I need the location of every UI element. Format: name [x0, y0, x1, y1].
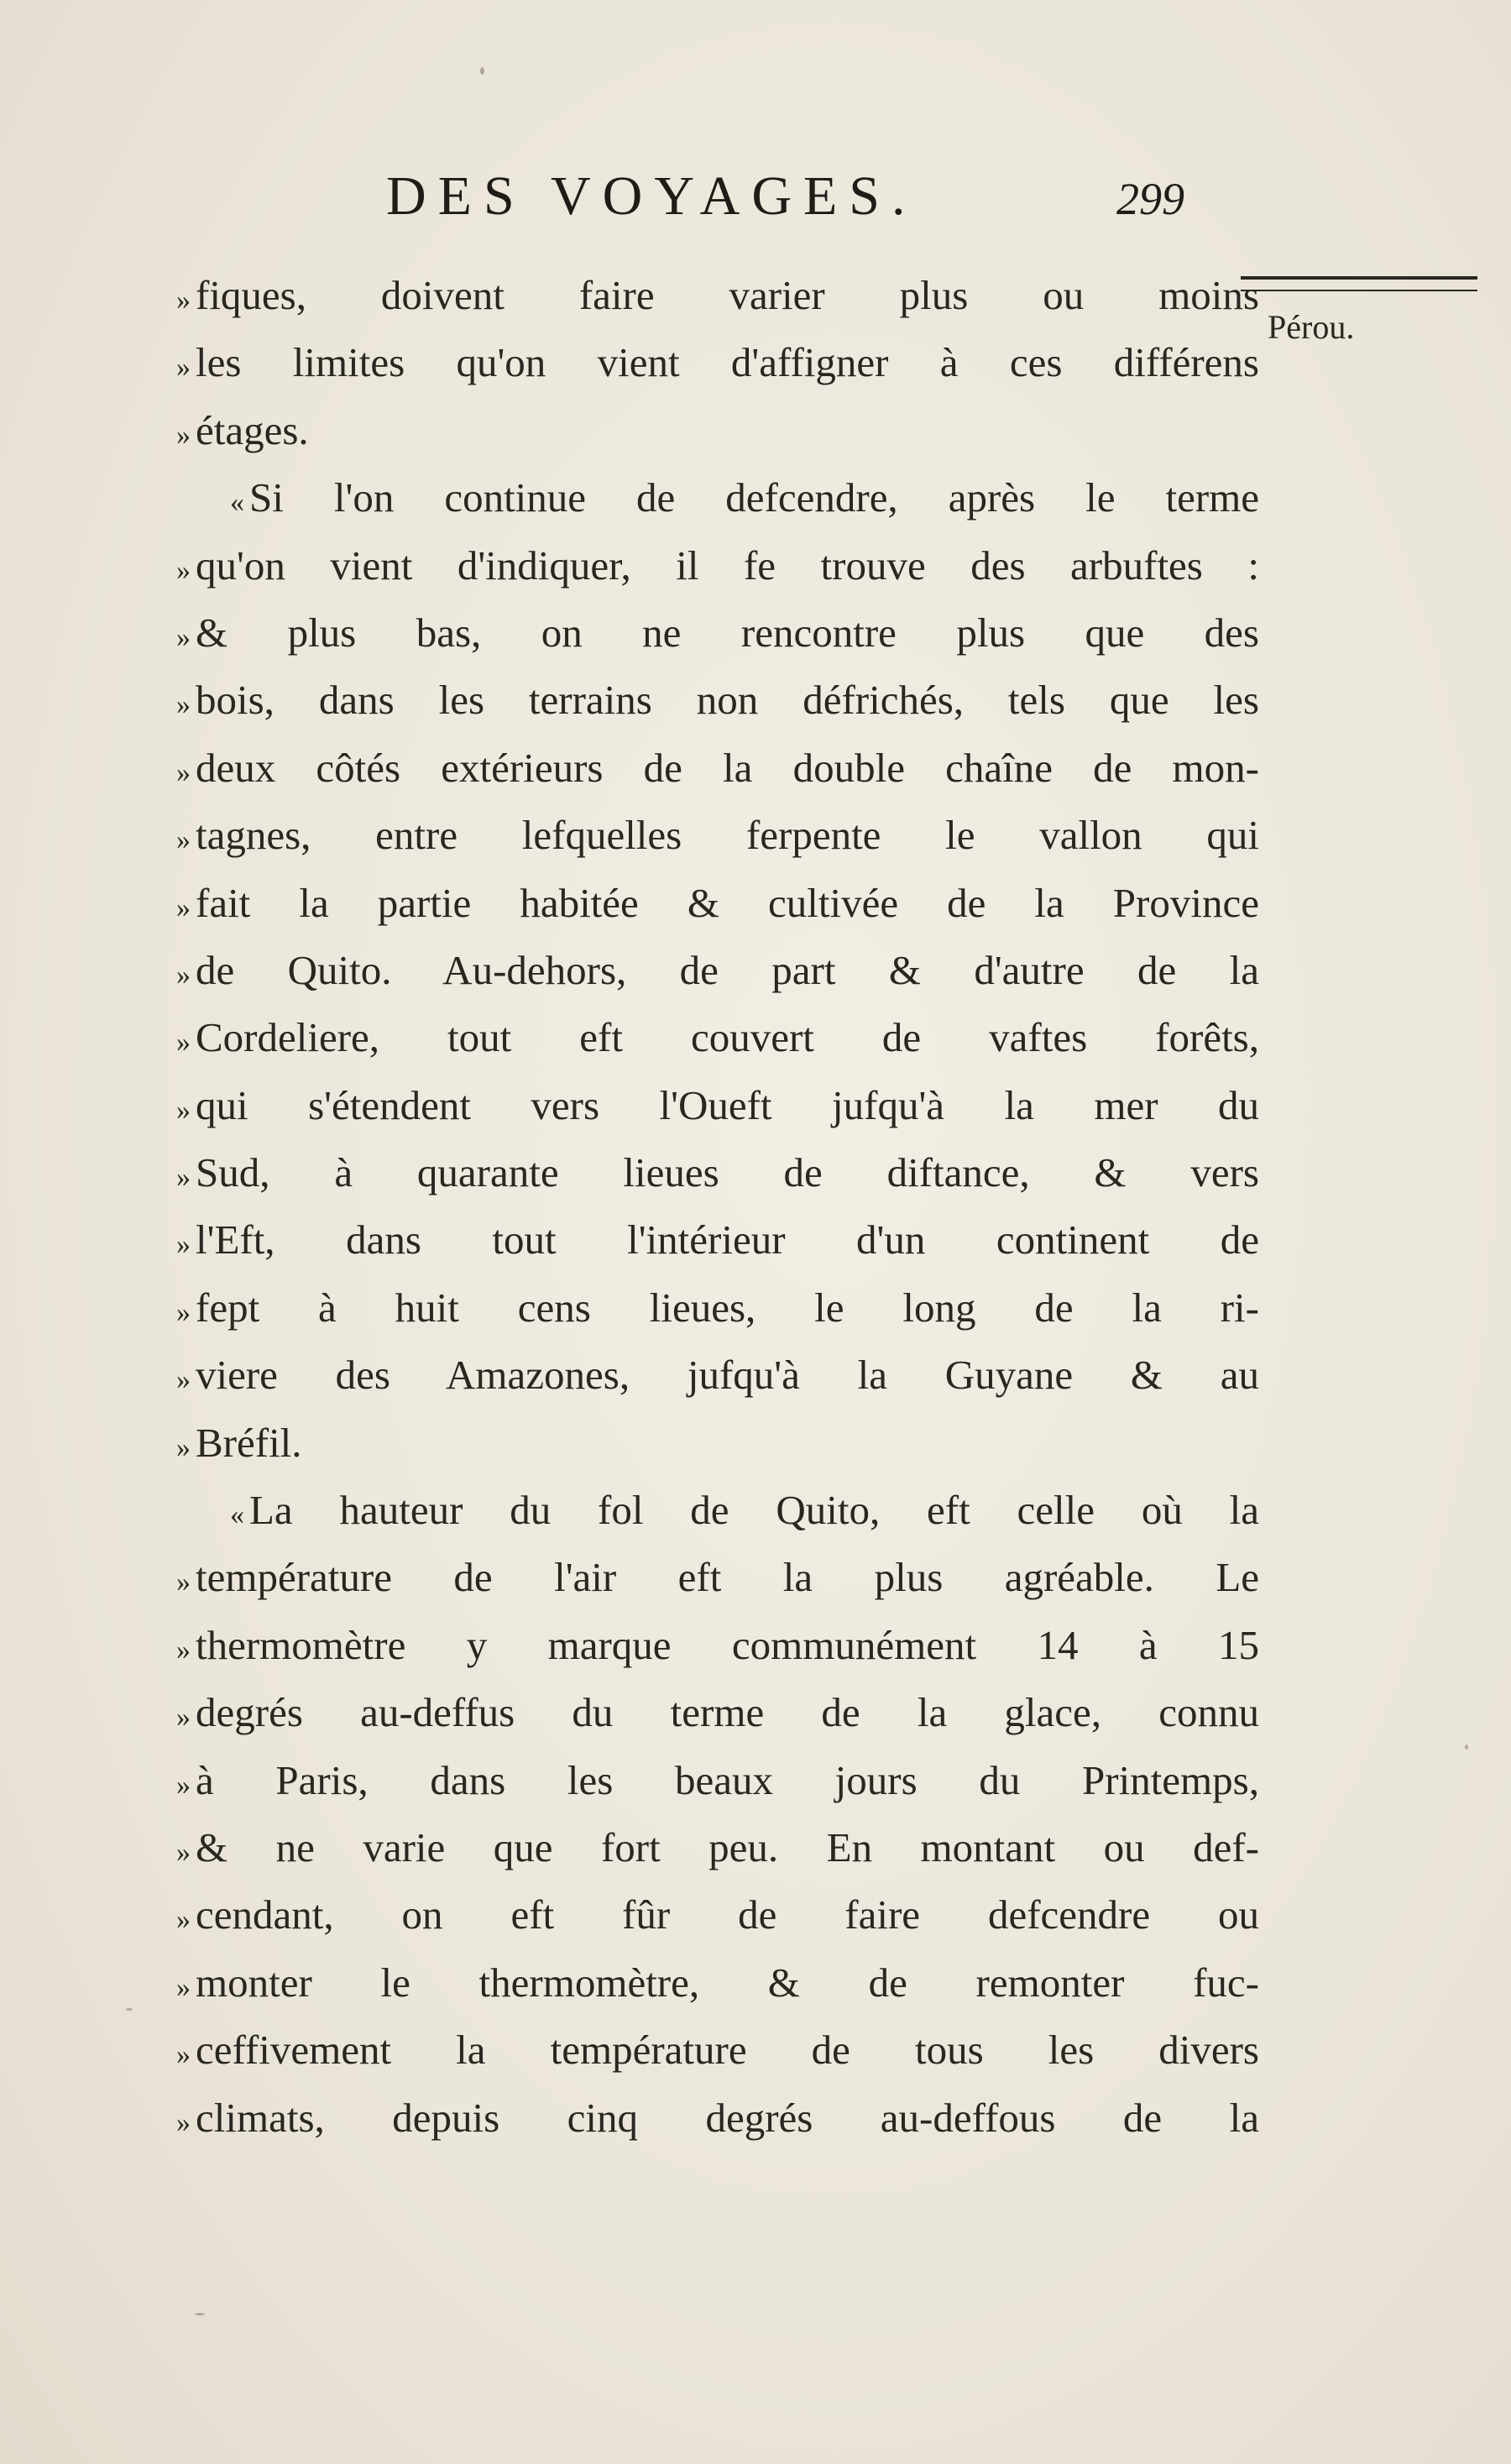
- paragraph-start-line: [176, 1477, 1259, 1544]
- quote-mark: »: [176, 824, 191, 856]
- quote-mark: »: [176, 1094, 191, 1126]
- quote-mark: »: [176, 419, 191, 451]
- quote-mark: »: [176, 1431, 191, 1463]
- text-line: [176, 532, 1259, 599]
- text-line: [176, 667, 1259, 734]
- text-line: [176, 1139, 1259, 1206]
- line-text: monter le thermomètre, & de remonter fuc-: [196, 1959, 1259, 2006]
- quote-mark: »: [176, 689, 191, 721]
- quote-mark: »: [176, 756, 191, 788]
- quote-mark: »: [176, 352, 191, 384]
- text-line: [176, 937, 1259, 1004]
- text-line: [176, 397, 1259, 464]
- text-line: [176, 1072, 1259, 1139]
- quote-mark: »: [176, 1296, 191, 1328]
- text-line: [176, 735, 1259, 802]
- line-text: bois, dans les terrains non défrichés, tels que les: [196, 677, 1259, 724]
- line-text: Bréfil.: [196, 1419, 302, 1466]
- line-text: tagnes, entre lefquelles ferpente le vallon qui: [196, 812, 1259, 859]
- line-text: qu'on vient d'indiquer, il fe trouve des arbuftes :: [196, 541, 1259, 589]
- line-text: de Quito. Au-dehors, de part & d'autre de la: [196, 946, 1259, 993]
- text-line: [176, 1679, 1259, 1746]
- paper-speck: [480, 67, 484, 75]
- line-text: Si l'on continue de defcendre, après le terme: [249, 474, 1259, 521]
- quote-mark: »: [176, 1904, 191, 1936]
- quote-mark: »: [176, 892, 191, 923]
- line-text: température de l'air eft la plus agréable. Le: [196, 1554, 1259, 1601]
- text-line: [176, 1814, 1259, 1881]
- line-text: viere des Amazones, jufqu'à la Guyane & au: [196, 1352, 1259, 1399]
- body-text: [176, 262, 1259, 2152]
- text-line: [176, 1949, 1259, 2017]
- quote-mark: «: [230, 487, 244, 519]
- line-text: degrés au-deffus du terme de la glace, connu: [196, 1689, 1259, 1736]
- quote-mark: »: [176, 2039, 191, 2071]
- margin-rule: [1241, 276, 1477, 280]
- paper-speck: [126, 2008, 133, 2011]
- text-line: [176, 1612, 1259, 1679]
- text-line: [176, 1342, 1259, 1409]
- quote-mark: »: [176, 1567, 191, 1598]
- quote-mark: »: [176, 1634, 191, 1666]
- text-line: [176, 1004, 1259, 1071]
- text-line: [176, 1747, 1259, 1814]
- quote-mark: »: [176, 1702, 191, 1734]
- text-line: [176, 1206, 1259, 1274]
- text-line: [176, 262, 1259, 329]
- margin-rule: [1241, 290, 1477, 291]
- line-text: Cordeliere, tout eft couvert de vaftes forêts,: [196, 1014, 1259, 1061]
- quote-mark: »: [176, 1836, 191, 1868]
- line-text: fept à huit cens lieues, le long de la ri-: [196, 1284, 1259, 1331]
- line-text: ceffivement la température de tous les divers: [196, 2027, 1259, 2074]
- quote-mark: »: [176, 2106, 191, 2138]
- quote-mark: »: [176, 1971, 191, 2003]
- line-text: La hauteur du fol de Quito, eft celle où la: [249, 1487, 1259, 1534]
- quote-mark: »: [176, 959, 191, 991]
- line-text: qui s'étendent vers l'Oueft jufqu'à la mer du: [196, 1081, 1259, 1128]
- line-text: thermomètre y marque communément 14 à 15: [196, 1621, 1259, 1668]
- quote-mark: »: [176, 1229, 191, 1261]
- line-text: & ne varie que fort peu. En montant ou def-: [196, 1823, 1259, 1870]
- text-line: [176, 1410, 1259, 1477]
- text-line: [176, 1544, 1259, 1611]
- line-text: Sud, à quarante lieues de diftance, & vers: [196, 1149, 1259, 1196]
- line-text: climats, depuis cinq degrés au-deffous de la: [196, 2094, 1259, 2141]
- paper-speck: [1465, 1745, 1468, 1750]
- line-text: & plus bas, on ne rencontre plus que des: [196, 609, 1259, 656]
- quote-mark: »: [176, 1364, 191, 1396]
- line-text: fait la partie habitée & cultivée de la Province: [196, 879, 1259, 926]
- text-line: [176, 329, 1259, 396]
- line-text: à Paris, dans les beaux jours du Printemps,: [196, 1756, 1259, 1803]
- line-text: deux côtés extérieurs de la double chaîne de mon-: [196, 744, 1259, 791]
- paragraph-start-line: [176, 464, 1259, 531]
- text-line: [176, 870, 1259, 937]
- quote-mark: »: [176, 554, 191, 586]
- line-text: cendant, on eft fûr de faire defcendre ou: [196, 1891, 1259, 1938]
- quote-mark: »: [176, 1162, 191, 1194]
- text-line: [176, 1274, 1259, 1342]
- text-line: [176, 2085, 1259, 2152]
- line-text: étages.: [196, 406, 309, 453]
- page-number: 299: [1116, 174, 1184, 224]
- line-text: les limites qu'on vient d'affigner à ces différens: [196, 339, 1259, 386]
- line-text: fiques, doivent faire varier plus ou moins: [196, 272, 1259, 318]
- quote-mark: «: [230, 1499, 244, 1531]
- text-line: [176, 1881, 1259, 1949]
- quote-mark: »: [176, 285, 191, 316]
- running-head: DES VOYAGES.: [386, 165, 918, 227]
- paper-speck: [195, 2313, 205, 2315]
- text-line: [176, 2017, 1259, 2084]
- quote-mark: »: [176, 1769, 191, 1801]
- quote-mark: »: [176, 1027, 191, 1059]
- line-text: l'Eft, dans tout l'intérieur d'un continent de: [196, 1216, 1259, 1263]
- text-line: [176, 802, 1259, 869]
- quote-mark: »: [176, 621, 191, 653]
- text-line: [176, 599, 1259, 667]
- margin-note: Pérou.: [1268, 308, 1355, 346]
